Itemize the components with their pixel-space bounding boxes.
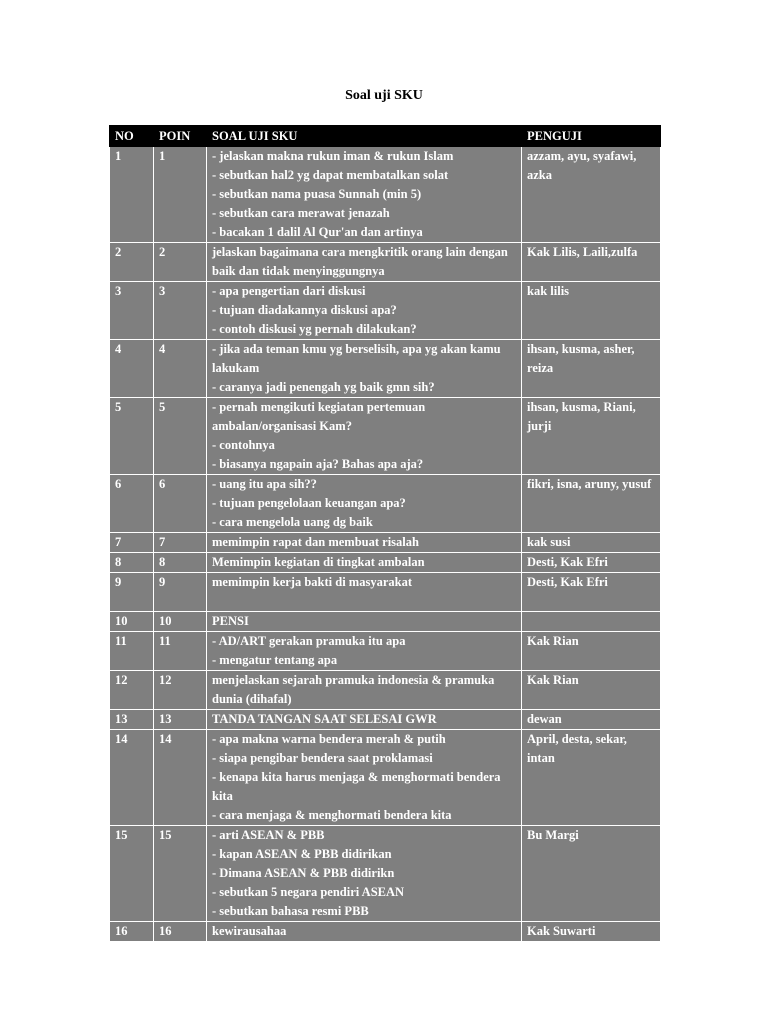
- cell-poin: 11: [154, 632, 207, 671]
- cell-penguji: Bu Margi: [522, 826, 661, 922]
- question-line: memimpin rapat dan membuat risalah: [212, 535, 419, 549]
- cell-penguji: dewan: [522, 710, 661, 730]
- cell-no: 5: [110, 398, 154, 475]
- table-row: [110, 612, 661, 632]
- question-line: - pernah mengikuti kegiatan pertemuan ambalan/organisasi Kam?: [212, 400, 426, 433]
- question-line: - Dimana ASEAN & PBB didirikn: [212, 866, 395, 880]
- question-line: - biasanya ngapain aja? Bahas apa aja?: [212, 457, 424, 471]
- cell-soal: [207, 475, 522, 533]
- cell-penguji: ihsan, kusma, Riani, jurji: [522, 398, 661, 475]
- cell-soal: [207, 710, 522, 730]
- cell-soal: [207, 632, 522, 671]
- cell-poin: 2: [154, 243, 207, 282]
- question-line: TANDA TANGAN SAAT SELESAI GWR: [212, 712, 437, 726]
- question-line: - uang itu apa sih??: [212, 477, 317, 491]
- question-line: - AD/ART gerakan pramuka itu apa: [212, 634, 406, 648]
- question-line: - siapa pengibar bendera saat proklamasi: [212, 751, 433, 765]
- question-line: - kapan ASEAN & PBB didirikan: [212, 847, 392, 861]
- table-row: [110, 826, 661, 922]
- question-line: - sebutkan nama puasa Sunnah (min 5): [212, 187, 422, 201]
- question-line: - tujuan pengelolaan keuangan apa?: [212, 496, 406, 510]
- cell-soal: [207, 922, 522, 942]
- question-line: - jika ada teman kmu yg berselisih, apa yg akan kamu lakukam: [212, 342, 501, 375]
- cell-no: 2: [110, 243, 154, 282]
- cell-soal: [207, 826, 522, 922]
- cell-poin: 9: [154, 573, 207, 612]
- cell-no: 6: [110, 475, 154, 533]
- table-row: [110, 632, 661, 671]
- question-line: - contoh diskusi yg pernah dilakukan?: [212, 322, 417, 336]
- cell-no: 10: [110, 612, 154, 632]
- blank-line: [212, 592, 516, 611]
- cell-soal: [207, 553, 522, 573]
- cell-penguji: fikri, isna, aruny, yusuf: [522, 475, 661, 533]
- table-row: [110, 340, 661, 398]
- question-line: - caranya jadi penengah yg baik gmn sih?: [212, 380, 435, 394]
- cell-poin: 3: [154, 282, 207, 340]
- question-line: - cara mengelola uang dg baik: [212, 515, 373, 529]
- cell-no: 12: [110, 671, 154, 710]
- cell-poin: 1: [154, 147, 207, 243]
- cell-no: 15: [110, 826, 154, 922]
- table-row: [110, 243, 661, 282]
- table-row: [110, 282, 661, 340]
- cell-poin: 12: [154, 671, 207, 710]
- cell-no: 8: [110, 553, 154, 573]
- cell-no: 13: [110, 710, 154, 730]
- cell-soal: [207, 398, 522, 475]
- table-row: [110, 533, 661, 553]
- cell-penguji: [522, 612, 661, 632]
- cell-poin: 16: [154, 922, 207, 942]
- header-soal: SOAL UJI SKU: [207, 126, 522, 147]
- page-title: Soal uji SKU: [345, 88, 423, 103]
- question-line: PENSI: [212, 614, 249, 628]
- cell-no: 14: [110, 730, 154, 826]
- table-body: [110, 147, 661, 942]
- cell-penguji: Desti, Kak Efri: [522, 553, 661, 573]
- cell-no: 3: [110, 282, 154, 340]
- table-row: [110, 671, 661, 710]
- cell-penguji: Kak Rian: [522, 632, 661, 671]
- cell-soal: [207, 243, 522, 282]
- header-penguji: PENGUJI: [522, 126, 661, 147]
- cell-poin: 10: [154, 612, 207, 632]
- question-line: - cara menjaga & menghormati bendera kita: [212, 808, 452, 822]
- cell-soal: [207, 671, 522, 710]
- cell-no: 9: [110, 573, 154, 612]
- cell-penguji: Desti, Kak Efri: [522, 573, 661, 612]
- cell-soal: [207, 533, 522, 553]
- header-poin: POIN: [154, 126, 207, 147]
- question-line: - tujuan diadakannya diskusi apa?: [212, 303, 397, 317]
- question-line: memimpin kerja bakti di masyarakat: [212, 575, 412, 589]
- cell-penguji: kak susi: [522, 533, 661, 553]
- question-line: menjelaskan sejarah pramuka indonesia & pramuka dunia (dihafal): [212, 673, 495, 706]
- table-header-row: [110, 126, 661, 147]
- cell-penguji: ihsan, kusma, asher, reiza: [522, 340, 661, 398]
- question-line: - sebutkan hal2 yg dapat membatalkan solat: [212, 168, 449, 182]
- cell-soal: [207, 282, 522, 340]
- cell-penguji: April, desta, sekar, intan: [522, 730, 661, 826]
- table-row: [110, 553, 661, 573]
- cell-poin: 5: [154, 398, 207, 475]
- table-row: [110, 398, 661, 475]
- question-line: - apa makna warna bendera merah & putih: [212, 732, 446, 746]
- cell-poin: 4: [154, 340, 207, 398]
- cell-poin: 15: [154, 826, 207, 922]
- question-line: kewirausahaa: [212, 924, 287, 938]
- table-row: [110, 730, 661, 826]
- question-line: - sebutkan cara merawat jenazah: [212, 206, 390, 220]
- cell-poin: 7: [154, 533, 207, 553]
- cell-soal: [207, 573, 522, 612]
- question-line: - contohnya: [212, 438, 275, 452]
- cell-penguji: Kak Suwarti: [522, 922, 661, 942]
- question-line: - apa pengertian dari diskusi: [212, 284, 366, 298]
- cell-soal: [207, 340, 522, 398]
- cell-penguji: Kak Rian: [522, 671, 661, 710]
- table-row: [110, 147, 661, 243]
- cell-poin: 6: [154, 475, 207, 533]
- cell-no: 11: [110, 632, 154, 671]
- question-line: - mengatur tentang apa: [212, 653, 338, 667]
- cell-soal: [207, 147, 522, 243]
- cell-poin: 8: [154, 553, 207, 573]
- cell-penguji: kak lilis: [522, 282, 661, 340]
- cell-poin: 14: [154, 730, 207, 826]
- cell-penguji: Kak Lilis, Laili,zulfa: [522, 243, 661, 282]
- cell-no: 4: [110, 340, 154, 398]
- table-row: [110, 475, 661, 533]
- question-line: jelaskan bagaimana cara mengkritik orang lain dengan baik dan tidak menyinggungnya: [212, 245, 508, 278]
- cell-no: 16: [110, 922, 154, 942]
- table-row: [110, 573, 661, 612]
- cell-no: 7: [110, 533, 154, 553]
- table-row: [110, 710, 661, 730]
- cell-soal: [207, 730, 522, 826]
- cell-penguji: azzam, ayu, syafawi, azka: [522, 147, 661, 243]
- question-line: - kenapa kita harus menjaga & menghormati bendera kita: [212, 770, 501, 803]
- sku-test-table: [109, 125, 661, 942]
- question-line: - arti ASEAN & PBB: [212, 828, 325, 842]
- cell-poin: 13: [154, 710, 207, 730]
- header-no: NO: [110, 126, 154, 147]
- cell-soal: [207, 612, 522, 632]
- question-line: - sebutkan bahasa resmi PBB: [212, 904, 369, 918]
- question-line: - bacakan 1 dalil Al Qur'an dan artinya: [212, 225, 423, 239]
- question-line: - jelaskan makna rukun iman & rukun Islam: [212, 149, 454, 163]
- table-row: [110, 922, 661, 942]
- question-line: - sebutkan 5 negara pendiri ASEAN: [212, 885, 405, 899]
- question-line: Memimpin kegiatan di tingkat ambalan: [212, 555, 425, 569]
- cell-no: 1: [110, 147, 154, 243]
